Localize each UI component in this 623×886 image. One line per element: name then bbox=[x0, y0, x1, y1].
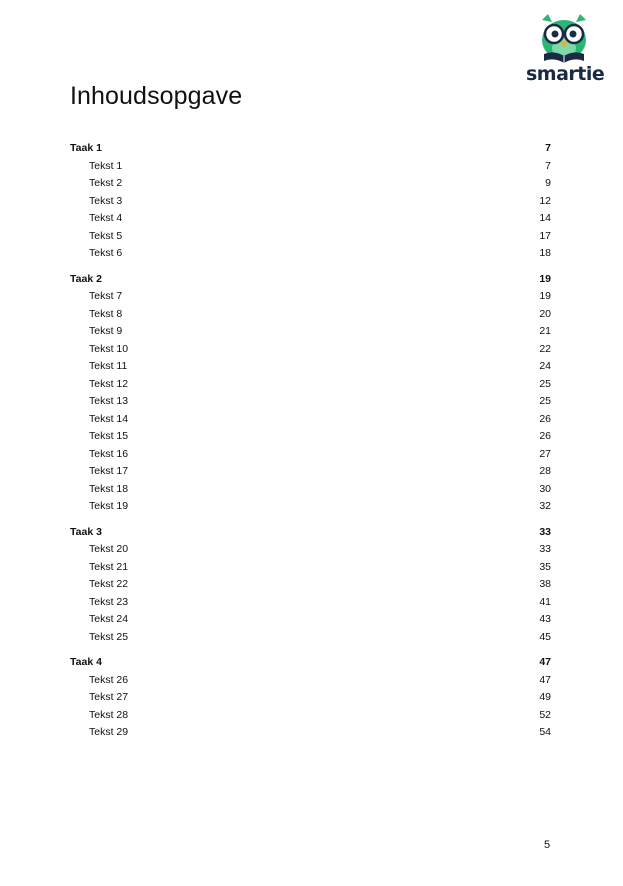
toc-entry-label: Tekst 9 bbox=[89, 325, 123, 337]
toc-entry[interactable] bbox=[70, 175, 551, 193]
toc-entry[interactable] bbox=[70, 463, 551, 481]
toc-entry-page: 12 bbox=[539, 194, 551, 207]
toc-entry-label: Tekst 28 bbox=[89, 708, 129, 721]
toc-section bbox=[70, 524, 551, 647]
toc-entry[interactable] bbox=[70, 158, 551, 176]
toc-entry-page: 26 bbox=[539, 430, 551, 442]
toc-entry-label: Tekst 11 bbox=[89, 360, 128, 372]
brand-wordmark: smartie bbox=[526, 63, 605, 85]
toc-entry-label: Tekst 20 bbox=[89, 543, 129, 555]
toc-entry-page: 49 bbox=[539, 691, 551, 703]
toc-entry[interactable] bbox=[70, 559, 551, 577]
toc-entry[interactable] bbox=[70, 707, 551, 725]
toc-section bbox=[70, 654, 551, 742]
owl-icon bbox=[534, 14, 594, 64]
toc-entry-label: Tekst 5 bbox=[89, 229, 123, 242]
toc-entry-label: Tekst 12 bbox=[89, 377, 129, 390]
toc-entry-label: Tekst 16 bbox=[89, 447, 129, 460]
toc-entry-page: 20 bbox=[539, 307, 551, 320]
toc-entry-label: Tekst 8 bbox=[89, 307, 123, 320]
page-title: Inhoudsopgave bbox=[70, 82, 243, 110]
toc-section-heading[interactable] bbox=[70, 524, 551, 542]
toc-entry-label: Tekst 10 bbox=[89, 342, 129, 355]
toc-entry[interactable] bbox=[70, 358, 551, 376]
toc-entry-page: 24 bbox=[539, 360, 551, 372]
toc-entry[interactable] bbox=[70, 481, 551, 499]
toc-entry-label: Tekst 14 bbox=[89, 412, 129, 425]
toc-section-heading[interactable] bbox=[70, 271, 551, 289]
toc-section-heading[interactable] bbox=[70, 140, 551, 158]
toc-entry-page: 52 bbox=[539, 708, 551, 721]
toc-entry-label: Tekst 27 bbox=[89, 691, 129, 703]
toc-entry-label: Tekst 23 bbox=[89, 595, 129, 608]
toc-section-heading[interactable] bbox=[70, 654, 551, 672]
toc-entry[interactable] bbox=[70, 428, 551, 446]
toc-entry-label: Tekst 1 bbox=[89, 159, 123, 172]
toc-entry-page: 7 bbox=[545, 159, 551, 172]
toc-entry[interactable] bbox=[70, 541, 551, 559]
toc-section bbox=[70, 140, 551, 263]
toc-entry[interactable] bbox=[70, 689, 551, 707]
toc-entry-label: Tekst 19 bbox=[89, 500, 129, 512]
toc-entry-label: Tekst 26 bbox=[89, 673, 129, 686]
toc-entry-page: 41 bbox=[539, 595, 551, 608]
toc-entry-label: Tekst 25 bbox=[89, 630, 129, 643]
toc-entry-page: 25 bbox=[539, 395, 551, 407]
toc-entry-page: 9 bbox=[545, 177, 551, 189]
toc-entry-label: Tekst 21 bbox=[89, 560, 129, 573]
toc-entry-page: 21 bbox=[539, 325, 551, 337]
toc-entry-page: 28 bbox=[539, 465, 551, 477]
toc-entry[interactable] bbox=[70, 306, 551, 324]
toc-entry-label: Tekst 2 bbox=[89, 177, 123, 189]
toc-entry[interactable] bbox=[70, 611, 551, 629]
toc-section bbox=[70, 271, 551, 516]
toc-entry-page: 38 bbox=[539, 578, 551, 590]
toc-entry-page: 45 bbox=[539, 630, 551, 643]
toc-entry-page: 35 bbox=[539, 560, 551, 573]
toc-entry[interactable] bbox=[70, 629, 551, 647]
toc-heading-page: 47 bbox=[539, 656, 551, 668]
toc-entry[interactable] bbox=[70, 724, 551, 742]
page-number: 5 bbox=[544, 839, 551, 851]
toc-entry-label: Tekst 3 bbox=[89, 194, 123, 207]
toc-entry-page: 19 bbox=[539, 290, 551, 302]
toc-entry-page: 14 bbox=[539, 212, 551, 224]
toc-entry[interactable] bbox=[70, 411, 551, 429]
toc-entry-label: Tekst 15 bbox=[89, 430, 129, 442]
toc-entry-page: 32 bbox=[539, 500, 551, 512]
toc-entry[interactable] bbox=[70, 672, 551, 690]
toc-entry-label: Tekst 6 bbox=[89, 247, 123, 259]
toc-entry[interactable] bbox=[70, 341, 551, 359]
toc-entry[interactable] bbox=[70, 576, 551, 594]
toc-entry-label: Tekst 22 bbox=[89, 578, 129, 590]
toc-heading-page: 19 bbox=[539, 272, 551, 285]
toc-entry[interactable] bbox=[70, 210, 551, 228]
toc-entry-label: Tekst 13 bbox=[89, 395, 129, 407]
toc-entry-label: Tekst 7 bbox=[89, 290, 123, 302]
table-of-contents bbox=[70, 140, 551, 750]
toc-heading-label: Taak 1 bbox=[70, 142, 102, 154]
toc-entry-page: 33 bbox=[539, 543, 551, 555]
toc-heading-page: 33 bbox=[539, 525, 551, 538]
toc-entry-page: 30 bbox=[539, 482, 551, 495]
toc-entry[interactable] bbox=[70, 594, 551, 612]
toc-entry[interactable] bbox=[70, 376, 551, 394]
toc-entry[interactable] bbox=[70, 498, 551, 516]
toc-heading-label: Taak 3 bbox=[70, 525, 102, 538]
smartie-logo bbox=[526, 14, 605, 85]
toc-heading-page: 7 bbox=[545, 142, 551, 154]
toc-entry[interactable] bbox=[70, 323, 551, 341]
toc-entry[interactable] bbox=[70, 393, 551, 411]
toc-entry-page: 54 bbox=[539, 726, 551, 738]
toc-entry[interactable] bbox=[70, 446, 551, 464]
toc-entry-label: Tekst 17 bbox=[89, 465, 129, 477]
toc-entry-page: 18 bbox=[539, 247, 551, 259]
toc-entry[interactable] bbox=[70, 245, 551, 263]
toc-entry-page: 25 bbox=[539, 377, 551, 390]
toc-heading-label: Taak 2 bbox=[70, 272, 102, 285]
toc-entry[interactable] bbox=[70, 228, 551, 246]
toc-entry-page: 47 bbox=[539, 673, 551, 686]
toc-entry-label: Tekst 29 bbox=[89, 726, 129, 738]
toc-entry-page: 43 bbox=[539, 613, 551, 625]
toc-entry[interactable] bbox=[70, 193, 551, 211]
toc-heading-label: Taak 4 bbox=[70, 656, 102, 668]
toc-entry-label: Tekst 18 bbox=[89, 482, 129, 495]
toc-entry-label: Tekst 4 bbox=[89, 212, 123, 224]
toc-entry-page: 27 bbox=[539, 447, 551, 460]
toc-entry-page: 22 bbox=[539, 342, 551, 355]
toc-entry-label: Tekst 24 bbox=[89, 613, 129, 625]
toc-entry[interactable] bbox=[70, 288, 551, 306]
toc-entry-page: 17 bbox=[539, 229, 551, 242]
toc-entry-page: 26 bbox=[539, 412, 551, 425]
